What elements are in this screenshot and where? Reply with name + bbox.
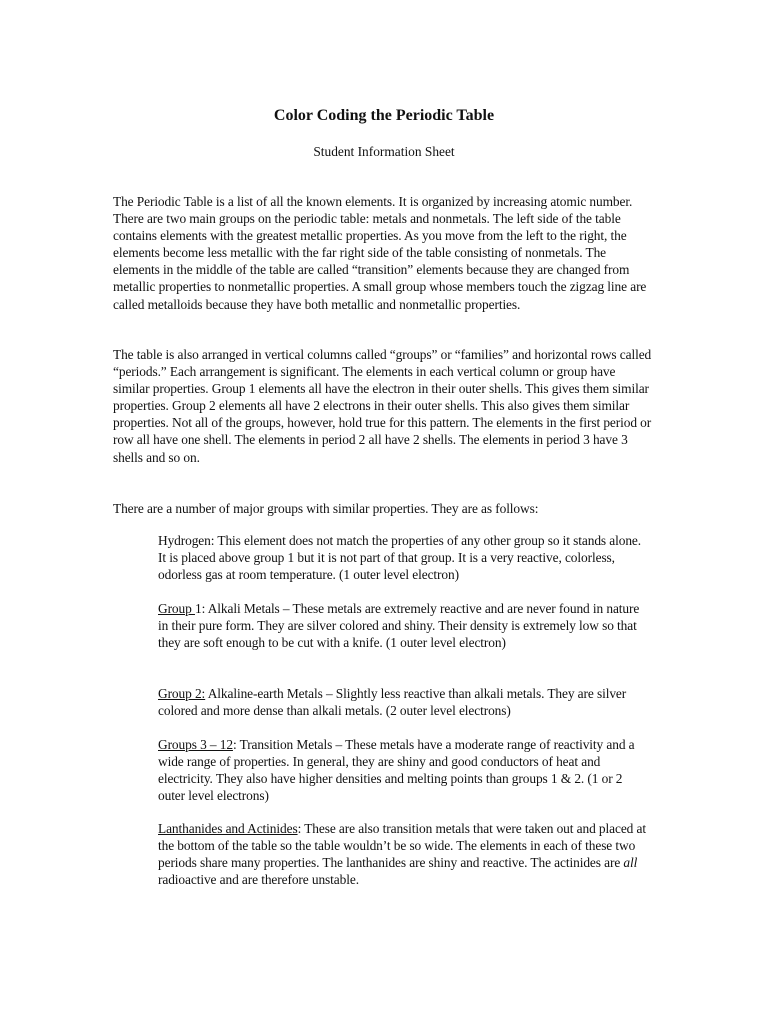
- document-title: Color Coding the Periodic Table: [273, 107, 495, 124]
- lanthanides-label: Lanthanides and Actinides: [158, 821, 298, 836]
- groups-intro-paragraph: There are a number of major groups with similar properties. They are as follows:: [113, 501, 539, 516]
- alkali-text: : Alkali Metals – These metals are extremely reactive and are never found in nature in their pure form. They are silver colored and shiny. Their density is extremely low so that they are soft enough to be cut with a knife. (1 outer level electron): [158, 601, 640, 651]
- transition-metals-item: [158, 736, 646, 804]
- document-subtitle: Student Information Sheet: [313, 144, 455, 159]
- alkaline-label: Group 2:: [158, 686, 206, 701]
- lanthanides-actinides-item: [158, 820, 646, 888]
- alkali-label: Group: [158, 601, 195, 616]
- alkali-metals-item: [158, 600, 646, 651]
- alkali-label-number: 1: [194, 601, 202, 616]
- lanthanides-text-after: radioactive and are therefore unstable.: [158, 872, 359, 888]
- alkaline-earth-metals-item: [158, 685, 646, 719]
- transition-text: : Transition Metals – These metals have a moderate range of reactivity and a wide range of properties. In general, they are shiny and good conductors of heat and electricity. They also have higher densities and melting points than groups 1 & 2. (1 or 2 outer level electrons): [158, 737, 635, 804]
- hydrogen-item: [158, 532, 646, 583]
- hydrogen-text: : This element does not match the properties of any other group so it stands alone. It is placed above group 1 but it is not part of that group. It is a very reactive, colorless, odorless gas at room temperature. (1 outer level electron): [158, 533, 642, 583]
- lanthanides-text-before: : These are also transition metals that were taken out and placed at the bottom of the table so the table wouldn’t be so wide. The elements in each of these two periods share many properties. The lanthanides are shiny and reactive. The actinides are: [158, 821, 646, 871]
- intro-paragraph: The Periodic Table is a list of all the known elements. It is organized by increasing atomic number. There are two main groups on the periodic table: metals and nonmetals. The left side of the table contains elements with the greatest metallic properties. As you move from the left to the right, the elements become less metallic with the far right side of the table consisting of nonmetals. The elements in the middle of the table are called “transition” elements because they are changed from metallic properties to nonmetallic properties. A small group whose members touch the zigzag line are called metalloids because they have both metallic and nonmetallic properties.: [113, 194, 647, 312]
- lanthanides-emphasis: all: [623, 855, 638, 871]
- arrangement-paragraph: The table is also arranged in vertical columns called “groups” or “families” and horizontal rows called “periods.” Each arrangement is significant. The elements in each vertical column or group have similar properties. Group 1 elements all have the electron in their outer shells. This gives them similar properties. Group 2 elements all have 2 electrons in their outer shells. This also gives them similar properties. Not all of the groups, however, hold true for this pattern. The elements in the first period or row all have one shell. The elements in period 2 all have 2 shells. The elements in period 3 have 3 shells and so on.: [113, 347, 652, 465]
- hydrogen-label: Hydrogen: [158, 533, 211, 548]
- transition-label: Groups 3 – 12: [158, 737, 233, 752]
- alkaline-text: Alkaline-earth Metals – Slightly less reactive than alkali metals. They are silver colored and more dense than alkali metals. (2 outer level electrons): [158, 686, 627, 719]
